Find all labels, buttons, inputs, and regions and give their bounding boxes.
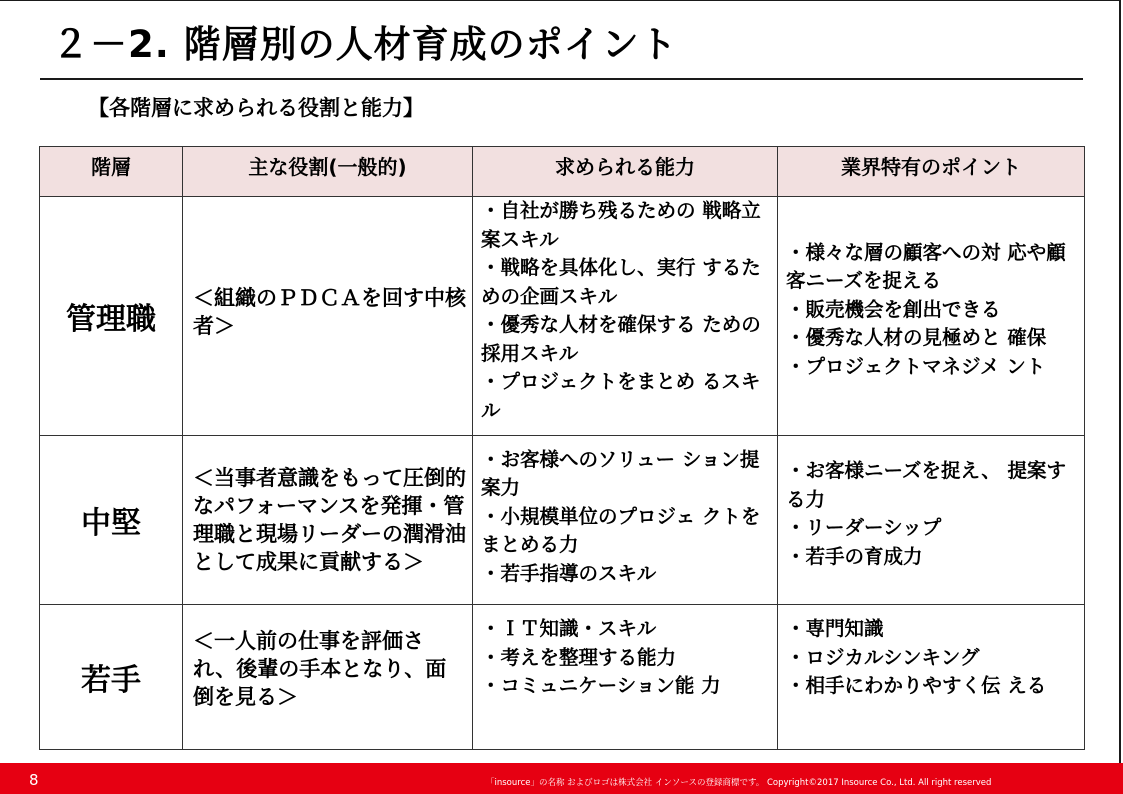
industry-points-cell bbox=[778, 197, 1085, 436]
title-divider bbox=[40, 78, 1083, 80]
role-ability-table bbox=[39, 146, 1085, 750]
role-cell: ＜当事者意識をもって圧倒的なパフォーマンスを発揮・管理職と現場リーダーの潤滑油として成果に貢献する＞ bbox=[183, 436, 473, 605]
list-item: ・若手の育成力 bbox=[786, 544, 923, 568]
list-item: ・お客様ニーズを捉え、 提案する力 bbox=[786, 459, 1066, 511]
list-item: ・優秀な人材の見極めと 確保 bbox=[786, 326, 1047, 350]
list-item: ・様々な層の顧客への対 応や顧客ニーズを捉える bbox=[786, 240, 1066, 293]
list-item: ・若手指導のスキル bbox=[481, 561, 657, 585]
list-item: ・優秀な人材を確保する ための採用スキル bbox=[481, 313, 761, 365]
copyright-notice: 「insource」の名称 およびロゴは株式会社 インソースの登録商標です。 Copyright©2017 Insource Co., Ltd. All right reserved bbox=[486, 778, 992, 788]
industry-points-cell bbox=[778, 605, 1085, 750]
list-item: ・販売機会を創出できる bbox=[786, 297, 1001, 321]
list-item: ・自社が勝ち残るための 戦略立案スキル bbox=[481, 199, 761, 251]
page-number: 8 bbox=[29, 771, 39, 789]
industry-points-cell bbox=[778, 436, 1085, 605]
abilities-cell bbox=[473, 605, 778, 750]
list-item: ・コミュニケーション能 力 bbox=[481, 674, 721, 697]
list-item: ・リーダーシップ bbox=[786, 516, 942, 539]
level-cell: 若手 bbox=[40, 605, 183, 750]
table-row bbox=[40, 605, 1085, 750]
table-row bbox=[40, 197, 1085, 436]
list-item: ・ロジカルシンキング bbox=[786, 645, 980, 669]
list-item: ・プロジェクトをまとめ るスキル bbox=[481, 370, 761, 422]
level-cell: 管理職 bbox=[40, 197, 183, 436]
table-header-row bbox=[40, 147, 1085, 197]
section-subtitle: 【各階層に求められる役割と能力】 bbox=[88, 96, 424, 120]
header-abilities: 求められる能力 bbox=[473, 147, 778, 197]
list-item: ・ＩＴ知識・スキル bbox=[481, 617, 657, 640]
list-item: ・お客様へのソリュー ション提案力 bbox=[481, 447, 760, 500]
header-role: 主な役割(一般的) bbox=[183, 147, 473, 197]
role-cell: ＜一人前の仕事を評価され、後輩の手本となり、面倒を見る＞ bbox=[183, 605, 473, 750]
list-item: ・専門知識 bbox=[786, 617, 884, 640]
header-industry-points: 業界特有のポイント bbox=[778, 147, 1085, 197]
abilities-cell bbox=[473, 197, 778, 436]
list-item: ・戦略を具体化し、実行 するための企画スキル bbox=[481, 256, 761, 308]
header-level: 階層 bbox=[40, 147, 183, 197]
level-cell: 中堅 bbox=[40, 436, 183, 605]
list-item: ・プロジェクトマネジメ ント bbox=[786, 354, 1046, 378]
list-item: ・考えを整理する能力 bbox=[481, 645, 677, 669]
table-row bbox=[40, 436, 1085, 605]
abilities-cell bbox=[473, 436, 778, 605]
role-cell: ＜組織のＰＤＣＡを回す中核者＞ bbox=[183, 197, 473, 436]
page-title: ２－2. 階層別の人材育成のポイント bbox=[52, 23, 678, 66]
list-item: ・相手にわかりやすく伝 える bbox=[786, 674, 1047, 697]
list-item: ・小規模単位のプロジェ クトをまとめる力 bbox=[481, 504, 761, 557]
